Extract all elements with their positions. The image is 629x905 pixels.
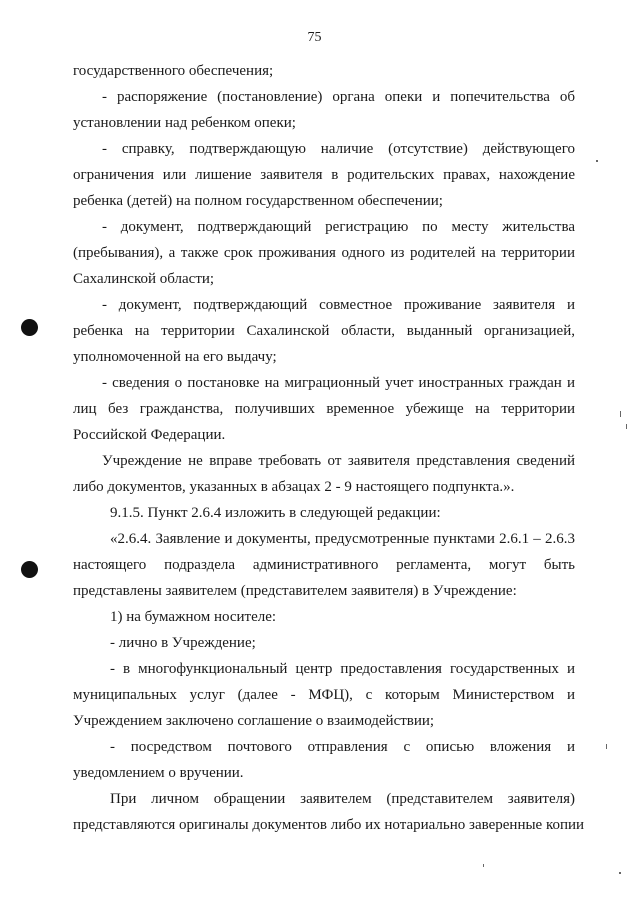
scan-speck <box>620 411 621 417</box>
text-line: При личном обращении заявителем (представителем заявителя) <box>110 791 575 807</box>
binder-hole-mark <box>21 319 38 336</box>
text-line: либо документов, указанных в абзацах 2 - 9 настоящего подпункта.». <box>73 479 515 495</box>
text-line: Учреждение не вправе требовать от заявителя представления сведений <box>102 453 575 469</box>
text-line: установлении над ребенком опеки; <box>73 115 296 131</box>
text-line: - сведения о постановке на миграционный учет иностранных граждан и <box>102 375 575 391</box>
text-line: «2.6.4. Заявление и документы, предусмотренные пунктами 2.6.1 – 2.6.3 <box>110 531 575 547</box>
page-number: 75 <box>307 30 322 45</box>
text-line: настоящего подраздела административного регламента, могут быть <box>73 557 575 573</box>
text-line: - в многофункциональный центр предоставления государственных и <box>110 661 575 677</box>
text-line: - документ, подтверждающий совместное проживание заявителя и <box>102 297 575 313</box>
text-line: Российской Федерации. <box>73 427 226 443</box>
text-line: уведомлением о вручении. <box>73 765 244 781</box>
scan-speck <box>606 744 607 749</box>
text-line: - лично в Учреждение; <box>110 635 256 651</box>
text-line: уполномоченной на его выдачу; <box>73 349 277 365</box>
binder-hole-mark <box>21 561 38 578</box>
text-line: 1) на бумажном носителе: <box>110 609 277 625</box>
text-line: ребенка на территории Сахалинской области, выданный организацией, <box>73 323 575 339</box>
text-line: Учреждением заключено соглашение о взаимодействии; <box>73 713 435 729</box>
scan-speck <box>626 424 627 429</box>
scan-speck <box>483 864 484 867</box>
text-line: государственного обеспечения; <box>73 63 274 79</box>
text-line: - распоряжение (постановление) органа опеки и попечительства об <box>102 89 575 105</box>
text-line: ограничения или лишение заявителя в родительских правах, нахождение <box>73 167 575 183</box>
text-line: Сахалинской области; <box>73 271 215 287</box>
text-line: 9.1.5. Пункт 2.6.4 изложить в следующей редакции: <box>110 505 441 521</box>
text-line: ребенка (детей) на полном государственном обеспечении; <box>73 193 443 209</box>
text-line: представляются оригиналы документов либо их нотариально заверенные копии <box>73 817 585 833</box>
text-line: (пребывания), а также срок проживания одного из родителей на территории <box>73 245 575 261</box>
text-line: муниципальных услуг (далее - МФЦ), с которым Министерством и <box>73 687 575 703</box>
scan-speck <box>596 160 598 162</box>
text-line: представлены заявителем (представителем заявителя) в Учреждение: <box>73 583 517 599</box>
text-line: лиц без гражданства, получивших временное убежище на территории <box>73 401 575 417</box>
text-line: - справку, подтверждающую наличие (отсутствие) действующего <box>102 141 575 157</box>
scan-speck <box>619 872 621 874</box>
text-line: - документ, подтверждающий регистрацию по месту жительства <box>102 219 575 235</box>
text-line: - посредством почтового отправления с описью вложения и <box>110 739 575 755</box>
